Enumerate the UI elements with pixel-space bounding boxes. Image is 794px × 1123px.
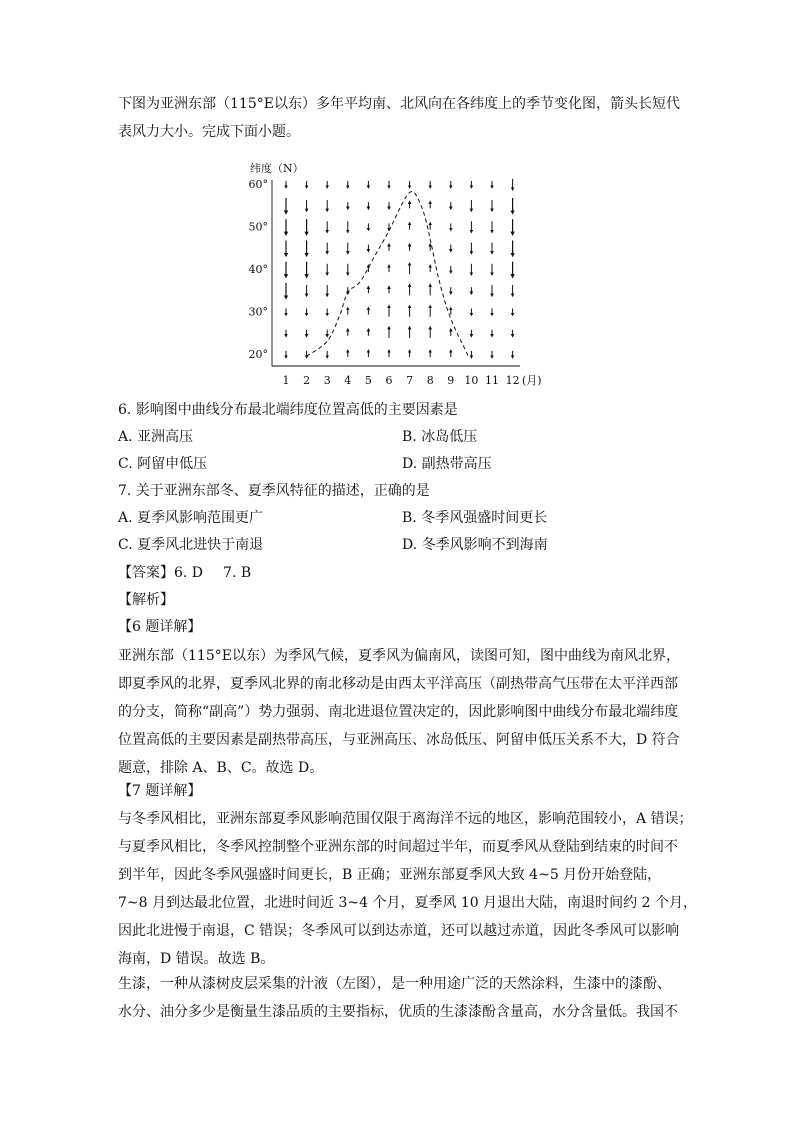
q7-detail-heading: 【7 题详解】 bbox=[118, 783, 202, 799]
next-passage-paragraph bbox=[118, 970, 680, 1026]
q6-detail-heading: 【6 题详解】 bbox=[118, 619, 202, 635]
q7-detail-paragraph bbox=[118, 805, 697, 973]
y-tick-label: 20° bbox=[248, 348, 268, 361]
x-axis-label: (月) bbox=[522, 374, 542, 387]
text-line: 位置高低的主要因素是副热带高压，与亚洲高压、冰岛低压、阿留申低压关系不大，D 符合 bbox=[118, 732, 680, 748]
question-7-stem: 7. 关于亚洲东部冬、夏季风特征的描述，正确的是 bbox=[118, 483, 430, 499]
q6-option-c: C. 阿留申低压 bbox=[118, 456, 208, 472]
answer-line bbox=[118, 560, 251, 587]
y-axis-ticks bbox=[249, 178, 269, 361]
y-tick-label: 60° bbox=[248, 178, 268, 191]
x-tick-label: 6 bbox=[385, 374, 393, 387]
x-tick-label: 7 bbox=[406, 374, 414, 387]
text-line: 水分、油分多少是衡量生漆品质的主要指标，优质的生漆漆酚含量高，水分含量低。我国不 bbox=[118, 1004, 678, 1020]
text-line: 的分支，简称“副高”）势力强弱、南北进退位置决定的，因此影响图中曲线分布最北端纬度 bbox=[118, 704, 679, 720]
q6-option-d: D. 副热带高压 bbox=[402, 456, 492, 472]
x-tick-label: 3 bbox=[323, 374, 331, 387]
q7-option-c: C. 夏季风北进快于南退 bbox=[118, 537, 264, 553]
q7-option-b: B. 冬季风强盛时间更长 bbox=[402, 510, 548, 526]
y-tick-label: 50° bbox=[248, 220, 268, 234]
q7-option-d: D. 冬季风影响不到海南 bbox=[402, 537, 548, 553]
summer-monsoon-north-boundary-curve bbox=[307, 191, 470, 358]
q7-option-a: A. 夏季风影响范围更广 bbox=[118, 510, 264, 526]
answer-7: 7. B bbox=[223, 565, 252, 581]
x-tick-label: 5 bbox=[364, 374, 372, 387]
x-tick-label: 11 bbox=[485, 374, 499, 387]
x-tick-label: 8 bbox=[426, 374, 434, 387]
y-tick-label: 40° bbox=[248, 263, 268, 276]
x-tick-label: 1 bbox=[282, 374, 290, 387]
x-axis-ticks bbox=[283, 374, 520, 387]
text-line: 下图为亚洲东部（115°E以东）多年平均南、北风向在各纬度上的季节变化图，箭头长短代 bbox=[118, 96, 680, 112]
answer-label: 【答案】 bbox=[118, 565, 174, 581]
text-line: 到半年，因此冬季风强盛时间更长，B 正确；亚洲东部夏季风大致 4~5 月份开始登陆， bbox=[118, 867, 662, 883]
text-line: 7~8 月到达最北位置，北进时间近 3~4 个月，夏季风 10 月退出大陆，南退时间约 2 个月， bbox=[118, 895, 697, 911]
wind-vector-chart bbox=[238, 154, 558, 390]
text-line: 题意，排除 A、B、C。故选 D。 bbox=[118, 760, 324, 776]
answer-6: 6. D bbox=[174, 565, 204, 581]
text-line: 海南，D 错误。故选 B。 bbox=[118, 951, 275, 967]
y-axis-label: 纬度（N） bbox=[250, 162, 304, 175]
analysis-heading: 【解析】 bbox=[118, 592, 174, 608]
x-tick-label: 12 bbox=[505, 374, 520, 387]
y-tick-label: 30° bbox=[248, 305, 268, 319]
text-line: 表风力大小。完成下面小题。 bbox=[118, 124, 300, 140]
x-tick-label: 4 bbox=[344, 374, 352, 387]
intro-paragraph bbox=[118, 90, 680, 146]
x-tick-label: 9 bbox=[447, 374, 455, 387]
q6-option-a: A. 亚洲高压 bbox=[118, 429, 194, 445]
wind-arrows bbox=[286, 179, 513, 357]
q6-detail-paragraph bbox=[118, 642, 680, 782]
question-6-stem: 6. 影响图中曲线分布最北端纬度位置高低的主要因素是 bbox=[118, 402, 458, 418]
q6-option-b: B. 冰岛低压 bbox=[402, 429, 478, 445]
x-tick-label: 2 bbox=[303, 374, 311, 387]
text-line: 与冬季风相比，亚洲东部夏季风影响范围仅限于离海洋不远的地区，影响范围较小，A 错误； bbox=[118, 811, 693, 827]
text-line: 因此北进慢于南退，C 错误；冬季风可以到达赤道，还可以越过赤道，因此冬季风可以影响 bbox=[118, 923, 680, 939]
text-line: 亚洲东部（115°E以东）为季风气候，夏季风为偏南风，读图可知，图中曲线为南风北界， bbox=[118, 648, 680, 664]
x-tick-label: 10 bbox=[464, 374, 479, 387]
text-line: 与夏季风相比，冬季风控制整个亚洲东部的时间超过半年，而夏季风从登陆到结束的时间不 bbox=[118, 839, 678, 855]
text-line: 生漆，一种从漆树皮层采集的汁液（左图），是一种用途广泛的天然涂料，生漆中的漆酚、 bbox=[118, 976, 671, 992]
text-line: 即夏季风的北界，夏季风北界的南北移动是由西太平洋高压（副热带高气压带在太平洋西部 bbox=[118, 676, 678, 692]
